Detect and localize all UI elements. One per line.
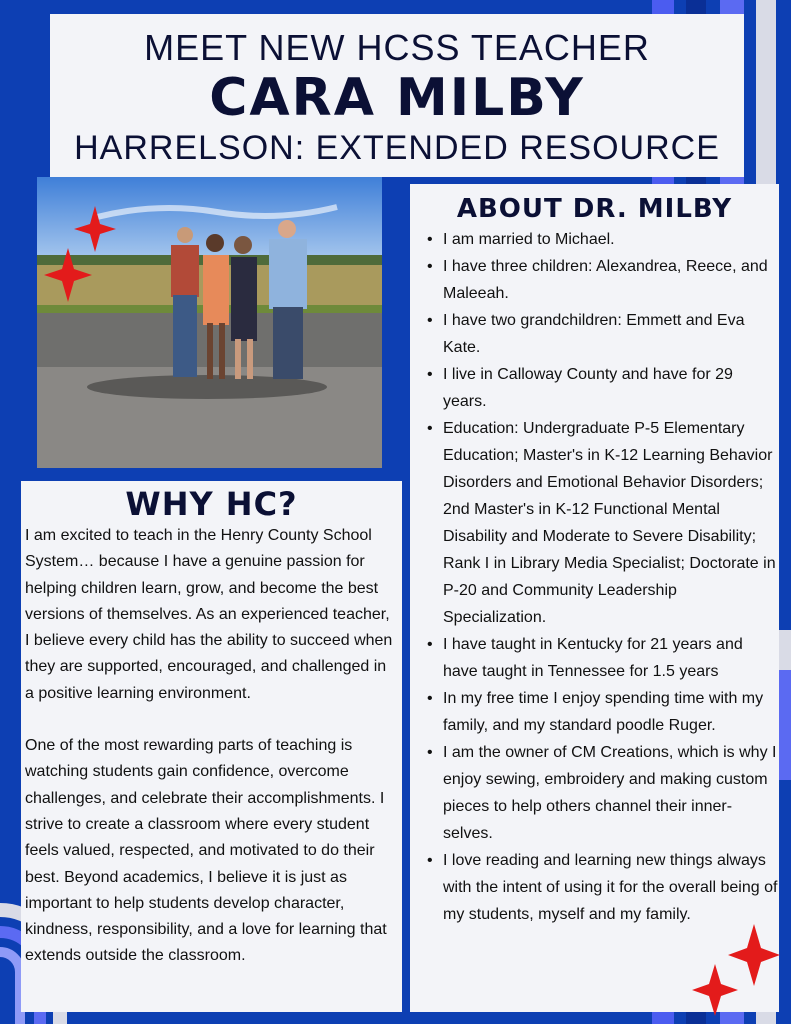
sparkle-icon — [692, 964, 738, 1016]
about-title: ABOUT DR. MILBY — [456, 194, 733, 224]
about-panel — [410, 184, 779, 1012]
list-item: • I love reading and learning new things always with the intent of using it for the overall being of my students, myself and my family. — [443, 847, 779, 928]
list-item: • I have taught in Kentucky for 21 years and have taught in Tennessee for 1.5 years — [443, 631, 779, 685]
list-item: • In my free time I enjoy spending time with my family, and my standard poodle Ruger. — [443, 685, 779, 739]
list-item: • I have two grandchildren: Emmett and Eva Kate. — [443, 307, 779, 361]
sparkle-icon — [74, 206, 116, 252]
list-item: • I am married to Michael. — [443, 226, 779, 253]
header-kicker: MEET NEW HCSS TEACHER — [144, 27, 650, 68]
list-item: • Education: Undergraduate P-5 Elementary Education; Master's in K-12 Learning Behavior Disorders and Emotional Behavior Disorders; 2nd Master's in K-12 Functional Mental Disability and Moderate to Severe Disability; Rank I in Library Media Specialist; Doctorate in P-20 and Community Leadership Specialization. — [443, 415, 779, 631]
list-item: • I am the owner of CM Creations, which is why I enjoy sewing, embroidery and making custom pieces to help others channel their inner-selves. — [443, 739, 779, 847]
why-paragraph: One of the most rewarding parts of teaching is watching students gain confidence, overcome challenges, and celebrate their accomplishments. I strive to create a classroom where every student feels valued, respected, and motivated to do their best. Beyond academics, I believe it is just as important to help students develop character, kindness, responsibility, and a love for learning that extends outside the classroom. — [25, 737, 387, 965]
why-paragraph: I am excited to teach in the Henry County School System… because I have a genuine passion for helping children learn, grow, and become the best versions of themselves. As an experienced teacher, I believe every child has the ability to succeed when they are supported, encouraged, and challenged in a positive learning environment. — [25, 527, 393, 702]
why-panel — [21, 481, 402, 1012]
teacher-name: CARA MILBY — [209, 68, 585, 128]
why-title: WHY HC? — [125, 485, 298, 523]
header — [50, 14, 744, 177]
list-item: • I live in Calloway County and have for 29 years. — [443, 361, 779, 415]
list-item: • I have three children: Alexandrea, Reece, and Maleeah. — [443, 253, 779, 307]
sparkle-icon — [44, 248, 92, 302]
about-list — [410, 226, 779, 928]
school-title: HARRELSON: EXTENDED RESOURCE — [74, 129, 720, 167]
